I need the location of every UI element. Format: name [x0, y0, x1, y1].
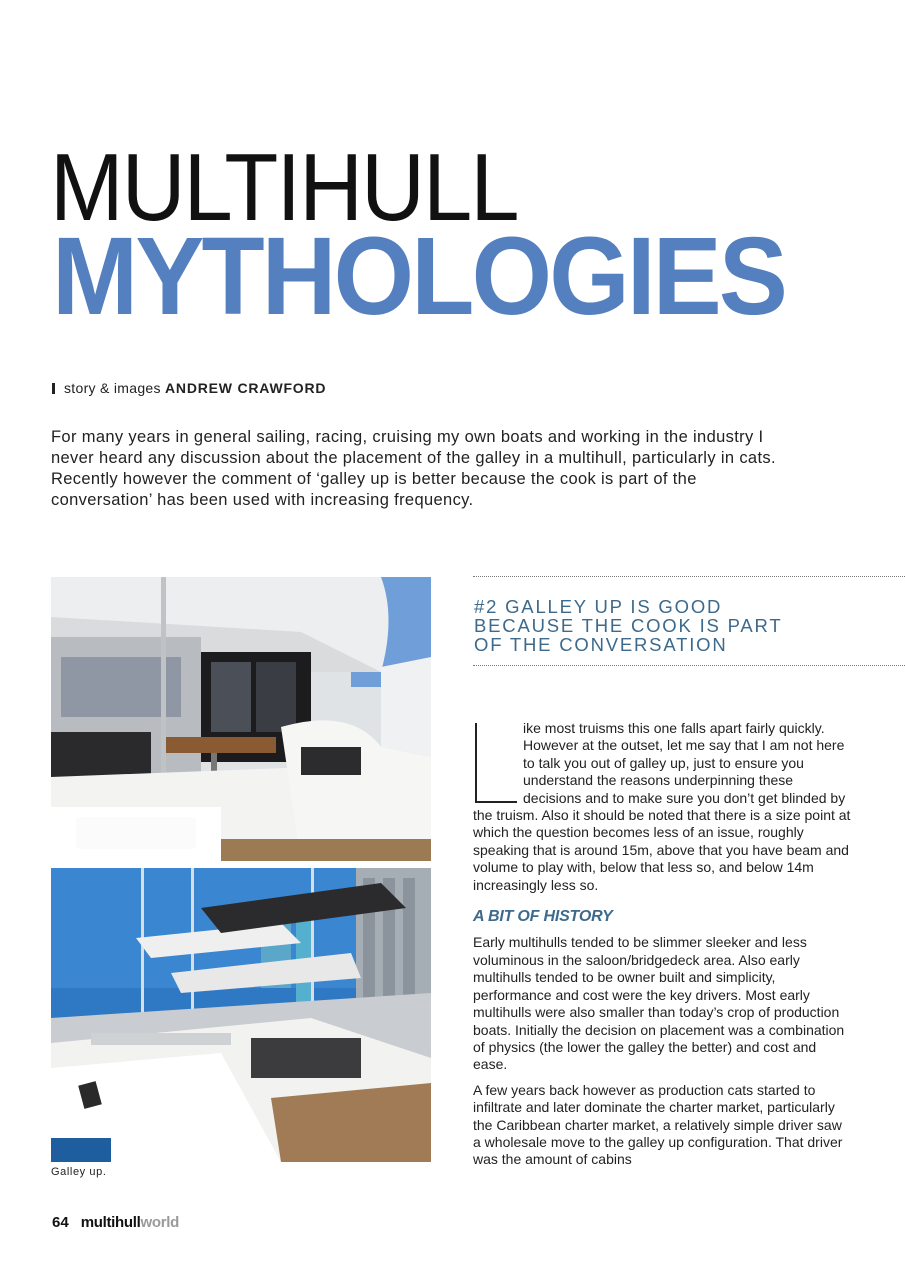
section-heading-line-2: BECAUSE THE COOK IS PART — [474, 615, 783, 636]
photo-cockpit — [51, 577, 431, 861]
body-paragraph-1-text: ike most truisms this one falls apart fairly quickly. However at the outset, let me say that I am not here to talk you out of galley up, just to ensure you understand the reasons underpinning these decisions and to make sure you don’t get blinded by the truism. Also it should be noted that there is a size point at which the question becomes less of an issue, roughly speaking that is around 15m, above that you have beam and volume to play with, below that less so, and below 14m increasingly less so. — [473, 720, 851, 893]
article-body — [473, 720, 853, 1177]
photo-caption: Galley up. — [51, 1166, 107, 1178]
drop-cap-l — [473, 723, 515, 803]
body-paragraph-1 — [473, 720, 853, 894]
intro-paragraph: For many years in general sailing, racing, cruising my own boats and working in the industry I never heard any discussion about the placement of the galley in a multihull, particularly in cats. Recently however the comment of ‘galley up is better because the cook is part of the conversation’ has been used with increasing frequency. — [51, 428, 776, 509]
page-number: 64 — [52, 1214, 69, 1231]
brand-bold: multihull — [80, 1214, 141, 1231]
page-footer — [52, 1214, 179, 1231]
byline — [52, 380, 326, 396]
byline-author: ANDREW CRAWFORD — [165, 380, 327, 396]
section-heading-line-1: #2 GALLEY UP IS GOOD — [474, 596, 723, 617]
section-rule-top — [473, 576, 905, 577]
photo-catamaran-dock — [51, 868, 431, 1162]
section-heading — [474, 597, 894, 654]
body-paragraph-3: A few years back however as production cats started to infiltrate and later dominate the charter market, particularly the Caribbean charter market, a relatively simple driver saw a wholesale move to the galley up configuration. That driver was the amount of cabins — [473, 1081, 843, 1168]
title-line-1: MULTIHULL — [50, 134, 518, 241]
photo-catamaran-dock-image — [51, 868, 431, 1162]
byline-marker — [52, 383, 55, 394]
title-line-2: MYTHOLOGIES — [52, 215, 786, 338]
section-rule-bottom — [473, 665, 905, 666]
subheading-history: A BIT OF HISTORY — [473, 908, 613, 926]
photo-cockpit-image — [51, 577, 431, 861]
body-paragraph-2: Early multihulls tended to be slimmer sleeker and less voluminous in the saloon/bridgedeck area. Also early multihulls tended to be owner built and simplicity, performance and cost were the key drivers. Most early multihulls were also smaller than today’s crop of production boats. Initially the decision on placement was a combination of physics (the lower the galley the better) and cost and ease. — [473, 934, 845, 1073]
byline-label: story & images — [64, 380, 161, 396]
section-heading-line-3: OF THE CONVERSATION — [474, 634, 728, 655]
brand-light: world — [140, 1214, 179, 1231]
